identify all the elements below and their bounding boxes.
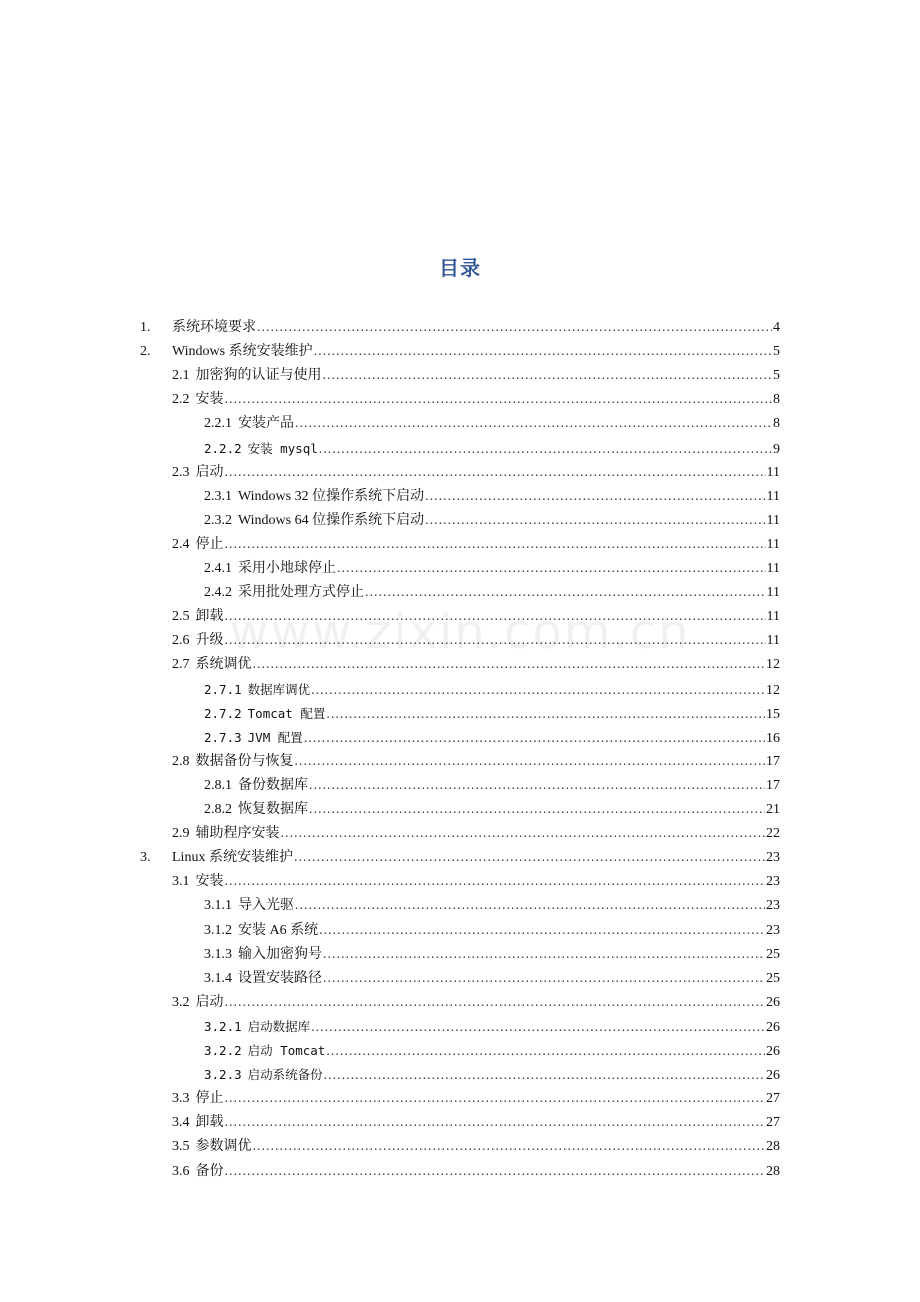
toc-leader-dots — [225, 1160, 766, 1184]
toc-entry-label: Windows 64 位操作系统下启动 — [238, 512, 425, 528]
toc-entry-page: 11 — [766, 488, 780, 504]
toc-entry-number: 2.2 — [172, 392, 190, 408]
watermark: www.zixin.com.cn — [229, 604, 691, 660]
toc-entry-page: 23 — [766, 874, 780, 890]
toc-entry-page: 17 — [766, 753, 780, 769]
toc-entry-label: 安装 mysql — [247, 440, 318, 456]
toc-entry-page: 11 — [766, 609, 780, 625]
toc-leader-dots — [425, 509, 765, 533]
toc-leader-dots — [295, 894, 765, 918]
toc-leader-dots — [225, 388, 773, 412]
toc-entry-number: 3.2.1 — [204, 1018, 242, 1034]
toc-entry-number: 2.8.2 — [204, 802, 232, 817]
toc-entry[interactable] — [204, 894, 780, 918]
toc-title: 目录 — [439, 258, 481, 280]
toc-entry-label: 启动 Tomcat — [247, 1043, 326, 1058]
toc-entry-number: 2.7.3 — [204, 729, 242, 745]
toc-entry-page: 22 — [766, 826, 780, 842]
toc-entry-page: 27 — [766, 1091, 780, 1107]
toc-entry[interactable] — [140, 316, 780, 340]
toc-entry-page: 28 — [766, 1139, 780, 1155]
toc-entry-label: Windows 系统安装维护 — [172, 344, 313, 360]
toc-entry-page: 23 — [766, 922, 780, 938]
toc-entry[interactable] — [172, 629, 780, 653]
toc-entry-label: 停止 — [195, 536, 224, 552]
toc-entry-number: 2.3.2 — [204, 512, 232, 528]
toc-entry-page: 12 — [766, 657, 780, 673]
toc-entry-label: 辅助程序安装 — [195, 826, 280, 842]
toc-entry-label: 加密狗的认证与使用 — [195, 368, 322, 384]
toc-entry[interactable] — [204, 943, 780, 967]
toc-entry-page: 11 — [766, 633, 780, 649]
toc-entry-page: 26 — [766, 1019, 780, 1035]
toc-entry[interactable] — [172, 653, 780, 677]
toc-entry-page: 4 — [773, 320, 780, 335]
toc-leader-dots — [225, 1087, 766, 1111]
toc-entry[interactable] — [204, 798, 780, 822]
toc-entry-label: 启动 — [195, 464, 224, 480]
toc-entry-page: 8 — [773, 416, 780, 432]
toc-entry[interactable] — [140, 340, 780, 364]
toc-leader-dots — [304, 727, 765, 751]
toc-entry-page: 15 — [766, 706, 780, 722]
toc-entry[interactable] — [172, 1087, 780, 1111]
toc-entry[interactable] — [172, 533, 780, 557]
toc-entry[interactable] — [140, 846, 780, 870]
toc-entry[interactable] — [172, 991, 780, 1015]
toc-leader-dots — [311, 1016, 765, 1040]
toc-entry[interactable] — [204, 726, 780, 750]
toc-entry-label: 备份数据库 — [238, 777, 308, 793]
toc-leader-dots — [225, 461, 766, 485]
toc-leader-dots — [225, 991, 766, 1015]
toc-leader-dots — [323, 967, 765, 991]
toc-entry-number: 3.1.4 — [204, 970, 232, 986]
toc-entry-number: 3.2.3 — [204, 1067, 242, 1083]
toc-entry-number: 2.6 — [172, 633, 190, 649]
toc-entry[interactable] — [204, 1015, 780, 1039]
toc-leader-dots — [324, 1064, 765, 1088]
toc-entry-label: 卸载 — [195, 609, 224, 625]
toc-entry-label: 采用批处理方式停止 — [238, 585, 364, 601]
toc-entry-page: 23 — [766, 898, 780, 914]
toc-entry-label: 系统调优 — [195, 657, 252, 673]
toc-entry-number: 2.8 — [172, 753, 190, 769]
toc-entry-label: 数据库调优 — [247, 681, 311, 697]
toc-entry-label: 卸载 — [195, 1115, 224, 1131]
toc-entry[interactable] — [204, 678, 780, 702]
toc-entry[interactable] — [172, 1135, 780, 1159]
toc-entry[interactable] — [204, 437, 780, 461]
toc-entry[interactable] — [172, 388, 780, 412]
toc-entry-page: 8 — [773, 392, 780, 408]
toc-entry[interactable] — [204, 1063, 780, 1087]
toc-entry[interactable] — [172, 750, 780, 774]
toc-entry-page: 11 — [766, 561, 780, 576]
toc-entry-number: 3.4 — [172, 1115, 190, 1131]
toc-leader-dots — [365, 581, 766, 605]
toc-entry-label: 启动系统备份 — [247, 1067, 323, 1083]
toc-entry-page: 26 — [766, 1044, 780, 1059]
toc-leader-dots — [295, 412, 772, 436]
toc-entry-number: 2.3 — [172, 464, 190, 480]
toc-entry[interactable] — [204, 919, 780, 943]
toc-entry-page: 26 — [766, 994, 780, 1010]
toc-entry-number: 2.2.2 — [204, 440, 242, 456]
toc-entry-label: 备份 — [195, 1163, 224, 1179]
toc-entry-page: 12 — [766, 682, 780, 698]
toc-entry-page: 16 — [766, 730, 780, 746]
toc-entry-page: 28 — [766, 1163, 780, 1179]
toc-entry-label: 停止 — [195, 1091, 224, 1107]
toc-entry-number: 3.1.3 — [204, 946, 232, 962]
toc-entry-label: 安装产品 — [238, 416, 294, 432]
toc-leader-dots — [326, 703, 765, 727]
toc-entry[interactable] — [204, 702, 780, 726]
toc-entry-label: 系统环境要求 — [172, 320, 256, 335]
toc-entry[interactable] — [204, 774, 780, 798]
toc-entry-page: 11 — [766, 464, 780, 480]
toc-entry[interactable] — [204, 1039, 780, 1063]
toc-entry-label: 安装 — [195, 874, 224, 890]
toc-entry-number: 3.1.1 — [204, 898, 232, 914]
toc-leader-dots — [319, 438, 772, 462]
toc-entry-number: 2. — [140, 344, 151, 360]
toc-leader-dots — [311, 679, 765, 703]
toc-entry-label: 启动 — [195, 994, 224, 1010]
toc-entry-label: 恢复数据库 — [238, 802, 308, 817]
toc-entry-number: 3.6 — [172, 1163, 190, 1179]
toc-entry-page: 9 — [773, 441, 780, 457]
toc-entry-page: 11 — [766, 512, 780, 528]
toc-leader-dots — [225, 870, 766, 894]
toc-entry[interactable] — [204, 581, 780, 605]
toc-leader-dots — [281, 822, 766, 846]
toc-entry-page: 21 — [766, 802, 780, 817]
toc-entry-label: 启动数据库 — [247, 1018, 311, 1034]
toc-entry-label: Tomcat 配置 — [247, 705, 326, 721]
toc-entry-label: Linux 系统安装维护 — [172, 850, 293, 866]
toc-entry-number: 3.5 — [172, 1139, 190, 1155]
toc-leader-dots — [425, 485, 765, 509]
toc-entry[interactable] — [172, 822, 780, 846]
toc-entry[interactable] — [172, 1160, 780, 1184]
toc-entry[interactable] — [172, 1111, 780, 1135]
toc-entry-number: 3.1.2 — [204, 922, 232, 938]
toc-leader-dots — [309, 798, 765, 822]
toc-leader-dots — [257, 316, 772, 340]
toc-leader-dots — [309, 774, 765, 798]
toc-entry-label: 参数调优 — [195, 1139, 252, 1155]
toc-entry[interactable] — [204, 509, 780, 533]
toc-entry-number: 2.7.2 — [204, 705, 242, 721]
toc-leader-dots — [323, 364, 773, 388]
toc-entry-number: 2.7.1 — [204, 681, 242, 697]
toc-entry[interactable] — [172, 605, 780, 629]
toc-leader-dots — [319, 919, 765, 943]
toc-entry-label: 设置安装路径 — [238, 970, 322, 986]
toc-leader-dots — [253, 1135, 766, 1159]
toc-entry-number: 2.4 — [172, 536, 190, 552]
toc-entry-number: 3. — [140, 850, 151, 866]
toc-leader-dots — [253, 653, 766, 677]
toc-entry-number: 3.2 — [172, 994, 190, 1010]
toc-entry-label: 导入光驱 — [238, 898, 294, 914]
toc-entry-number: 2.8.1 — [204, 777, 232, 793]
toc-entry-label: JVM 配置 — [247, 729, 303, 745]
toc-entry[interactable] — [204, 967, 780, 991]
toc-entry-label: Windows 32 位操作系统下启动 — [238, 488, 425, 504]
toc-entry-number: 2.3.1 — [204, 488, 232, 504]
toc-entry-number: 3.2.2 — [204, 1043, 242, 1058]
toc-entry-number: 2.7 — [172, 657, 190, 673]
toc-entry-label: 采用小地球停止 — [238, 561, 336, 576]
toc-entry[interactable] — [204, 557, 780, 581]
toc-entry[interactable] — [172, 870, 780, 894]
toc-entry[interactable] — [172, 461, 780, 485]
toc-entry-label: 安装 A6 系统 — [238, 922, 319, 938]
toc-entry-number: 2.9 — [172, 826, 190, 842]
toc-leader-dots — [225, 605, 766, 629]
toc-entry-number: 2.1 — [172, 368, 190, 384]
toc-entry-page: 25 — [766, 946, 780, 962]
toc-entry-number: 2.5 — [172, 609, 190, 625]
toc-entry-label: 输入加密狗号 — [238, 946, 322, 962]
toc-leader-dots — [225, 629, 766, 653]
toc-entry-page: 11 — [766, 585, 780, 601]
toc-leader-dots — [314, 340, 772, 364]
toc-leader-dots — [225, 1111, 766, 1135]
toc-entry[interactable] — [204, 412, 780, 436]
toc-entry-page: 26 — [766, 1068, 780, 1084]
toc-leader-dots — [295, 750, 766, 774]
toc-entry[interactable] — [172, 364, 780, 388]
toc-entry-label: 安装 — [195, 392, 224, 408]
toc-entry-page: 25 — [766, 970, 780, 986]
toc-leader-dots — [294, 846, 765, 870]
toc-leader-dots — [326, 1040, 765, 1064]
toc-entry-page: 17 — [766, 777, 780, 793]
toc-entry-number: 2.2.1 — [204, 416, 232, 432]
toc-entry-page: 5 — [773, 368, 780, 384]
toc-entry-page: 11 — [766, 536, 780, 552]
toc-leader-dots — [225, 533, 766, 557]
toc-entry-number: 3.3 — [172, 1091, 190, 1107]
toc-entry-number: 3.1 — [172, 874, 190, 890]
toc-entry-page: 23 — [766, 850, 780, 866]
toc-entry-page: 5 — [773, 344, 780, 360]
toc-leader-dots — [323, 943, 765, 967]
toc-entry-label: 升级 — [195, 633, 224, 649]
toc-entry-number: 1. — [140, 320, 151, 335]
toc-entry-page: 27 — [766, 1115, 780, 1131]
toc-entry-label: 数据备份与恢复 — [195, 753, 294, 769]
toc-entry[interactable] — [204, 485, 780, 509]
toc-entry-number: 2.4.1 — [204, 561, 232, 576]
toc-entry-number: 2.4.2 — [204, 585, 232, 601]
toc-leader-dots — [337, 557, 766, 581]
